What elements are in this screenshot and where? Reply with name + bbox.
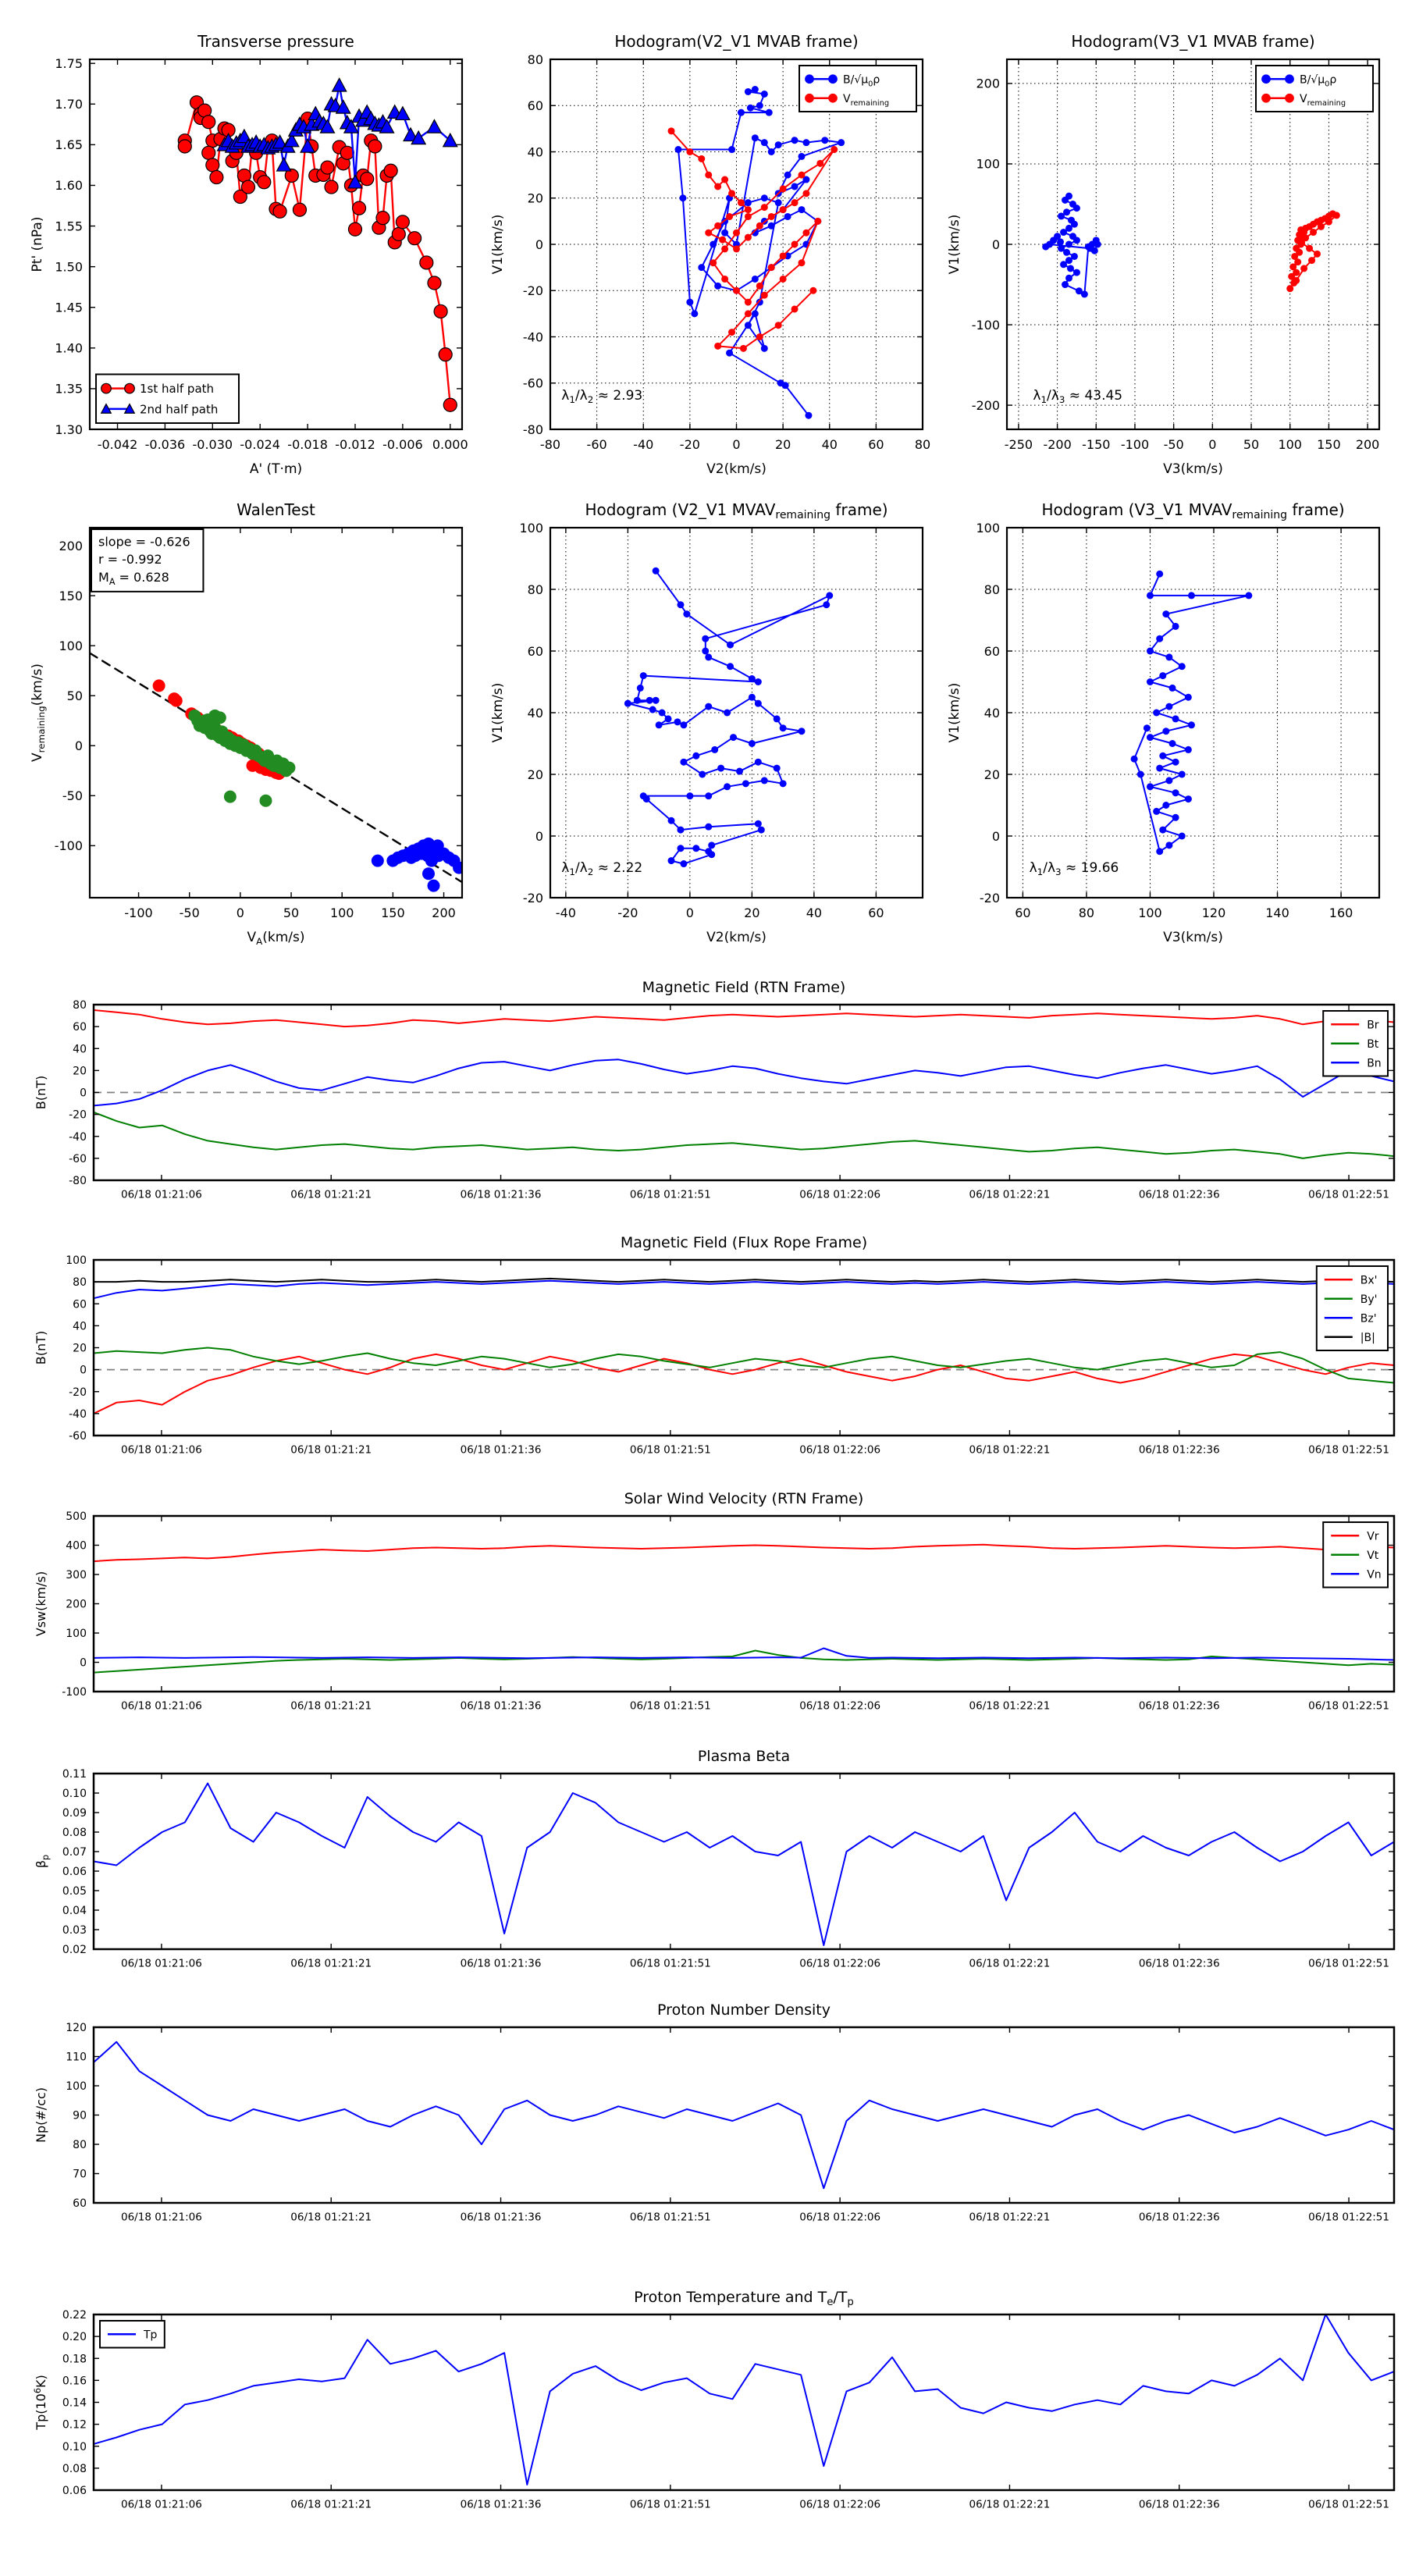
svg-text:Tp: Tp <box>144 2329 158 2342</box>
svg-text:-40: -40 <box>69 1130 87 1144</box>
svg-text:06/18 01:21:51: 06/18 01:21:51 <box>629 2498 711 2511</box>
plasma-beta-canvas <box>16 1739 1405 1993</box>
svg-text:06/18 01:22:06: 06/18 01:22:06 <box>799 2211 881 2224</box>
proton-temp-legend <box>100 2321 165 2348</box>
svg-text:80: 80 <box>914 437 931 452</box>
svg-text:V1(km/s): V1(km/s) <box>947 682 962 743</box>
svg-text:60: 60 <box>984 643 1000 659</box>
svg-text:06/18 01:21:21: 06/18 01:21:21 <box>290 2211 372 2224</box>
svg-text:06/18 01:21:06: 06/18 01:21:06 <box>121 1957 202 1970</box>
svg-text:20: 20 <box>774 437 791 452</box>
svg-text:1.50: 1.50 <box>55 259 83 275</box>
svg-text:40: 40 <box>527 144 543 160</box>
svg-text:-60: -60 <box>69 1152 87 1165</box>
svg-text:-50: -50 <box>179 906 200 920</box>
svg-text:80: 80 <box>527 52 543 67</box>
svg-text:1.75: 1.75 <box>55 55 83 71</box>
svg-text:06/18 01:22:36: 06/18 01:22:36 <box>1138 1443 1220 1457</box>
transverse-pressure-legend <box>96 375 239 424</box>
svg-text:1.40: 1.40 <box>55 340 83 356</box>
svg-text:40: 40 <box>806 906 823 920</box>
svg-text:80: 80 <box>527 582 543 597</box>
svg-text:Vremaining: $V_{remaining}$ <box>843 92 890 108</box>
svg-text:06/18 01:21:36: 06/18 01:21:36 <box>460 1443 542 1457</box>
svg-text:06/18 01:21:51: 06/18 01:21:51 <box>629 1699 711 1713</box>
svg-text:0.06: 0.06 <box>62 2485 87 2498</box>
svg-text:0.11: 0.11 <box>62 1768 87 1781</box>
svg-text:06/18 01:22:36: 06/18 01:22:36 <box>1138 1699 1220 1713</box>
hodogram-v3v1-mvav-annotation: $\lambda_1/\lambda_3 \approx 19.66$ <box>1029 859 1119 877</box>
svg-text:06/18 01:21:06: 06/18 01:21:06 <box>121 1443 202 1457</box>
svg-text:-200: -200 <box>971 397 1000 413</box>
panel-hodogram-v3v1-mvab <box>933 9 1393 500</box>
svg-text:V1(km/s): V1(km/s) <box>947 214 962 275</box>
svg-text:-0.012: -0.012 <box>335 437 375 452</box>
svg-text:06/18 01:21:51: 06/18 01:21:51 <box>629 1443 711 1457</box>
svg-text:-50: -50 <box>62 788 83 804</box>
svg-text:B(nT): B(nT) <box>34 1075 48 1110</box>
proton-density-canvas <box>16 1993 1405 2247</box>
hodogram-v2v1-mvab-legend <box>799 66 916 112</box>
hodogram-v3v1-mvav-canvas <box>933 478 1393 968</box>
svg-text:-0.006: -0.006 <box>382 437 423 452</box>
svg-text:1.30: 1.30 <box>55 422 83 437</box>
svg-text:90: 90 <box>73 2109 87 2122</box>
svg-text:06/18 01:22:21: 06/18 01:22:21 <box>969 1188 1051 1201</box>
svg-text:06/18 01:22:36: 06/18 01:22:36 <box>1138 2498 1220 2511</box>
svg-text:VA(km/s): $V_A(km/s)$ <box>247 930 305 947</box>
svg-text:0: 0 <box>80 1656 87 1670</box>
svg-text:|B|: |B| <box>1360 1331 1375 1344</box>
walen-test-textbox <box>91 529 203 592</box>
svg-text:100: 100 <box>976 156 1000 172</box>
svg-text:-100: -100 <box>62 1686 87 1699</box>
svg-text:-40: -40 <box>69 1407 87 1421</box>
svg-text:60: 60 <box>527 98 543 114</box>
svg-text:80: 80 <box>73 2139 87 2152</box>
svg-text:-20: -20 <box>69 1386 87 1399</box>
svg-text:06/18 01:21:06: 06/18 01:21:06 <box>121 2498 202 2511</box>
svg-text:-0.030: -0.030 <box>192 437 233 452</box>
hodogram-v2v1-mvab-title: Hodogram(V2_V1 MVAB frame) <box>614 32 859 51</box>
svg-text:100: 100 <box>66 1254 87 1268</box>
svg-text:V1(km/s): V1(km/s) <box>490 214 506 275</box>
svg-text:-100: -100 <box>971 317 1000 333</box>
svg-text:06/18 01:22:21: 06/18 01:22:21 <box>969 1443 1051 1457</box>
svg-text:200: 200 <box>976 76 1000 91</box>
panel-solar-wind-velocity <box>16 1482 1405 1735</box>
svg-text:-0.036: -0.036 <box>144 437 186 452</box>
svg-text:06/18 01:22:36: 06/18 01:22:36 <box>1138 1957 1220 1970</box>
svg-text:Tp(106K): $Tp(10^6K)$ <box>33 2375 48 2430</box>
svg-text:100: 100 <box>66 2080 87 2094</box>
svg-text:80: 80 <box>73 1276 87 1290</box>
svg-text:60: 60 <box>868 906 884 920</box>
svg-text:06/18 01:21:21: 06/18 01:21:21 <box>290 2498 372 2511</box>
svg-text:-0.018: -0.018 <box>287 437 328 452</box>
svg-text:0.06: 0.06 <box>62 1866 87 1879</box>
svg-text:100: 100 <box>519 520 543 535</box>
svg-text:100: 100 <box>329 906 354 920</box>
svg-text:0.03: 0.03 <box>62 1924 87 1937</box>
svg-text:50: 50 <box>1243 437 1260 452</box>
plasma-beta-title: Plasma Beta <box>697 1748 791 1765</box>
svg-text:100: 100 <box>1278 437 1302 452</box>
svg-text:0.08: 0.08 <box>62 2462 87 2475</box>
panel-walen-test <box>16 478 476 968</box>
hodogram-v2v1-mvav-annotation: $\lambda_1/\lambda_2 \approx 2.22$ <box>561 859 643 877</box>
svg-text:20: 20 <box>744 906 760 920</box>
mag-fluxrope-legend <box>1317 1266 1388 1350</box>
svg-text:60: 60 <box>1015 906 1031 920</box>
svg-text:500: 500 <box>66 1510 87 1524</box>
svg-text:160: 160 <box>1329 906 1353 920</box>
svg-text:06/18 01:22:51: 06/18 01:22:51 <box>1308 1443 1389 1457</box>
svg-text:20: 20 <box>73 1342 87 1355</box>
mag-rtn-canvas <box>16 970 1405 1224</box>
svg-text:06/18 01:22:51: 06/18 01:22:51 <box>1308 1188 1389 1201</box>
svg-text:-20: -20 <box>69 1108 87 1122</box>
svg-text:V2(km/s): V2(km/s) <box>706 461 767 477</box>
svg-text:A' (T·m): A' (T·m) <box>249 461 303 477</box>
walen-test-canvas <box>16 478 476 968</box>
svg-text:06/18 01:21:21: 06/18 01:21:21 <box>290 1957 372 1970</box>
svg-text:0.22: 0.22 <box>62 2309 87 2322</box>
svg-text:Vsw(km/s): Vsw(km/s) <box>34 1571 48 1637</box>
svg-text:-80: -80 <box>69 1175 87 1188</box>
svg-text:40: 40 <box>73 1320 87 1333</box>
svg-text:0.12: 0.12 <box>62 2418 87 2432</box>
svg-text:06/18 01:22:36: 06/18 01:22:36 <box>1138 2211 1220 2224</box>
svg-text:120: 120 <box>66 2022 87 2035</box>
panel-hodogram-v3v1-mvav <box>933 478 1393 968</box>
svg-text:60: 60 <box>527 643 543 659</box>
svg-text:-60: -60 <box>522 375 543 391</box>
svg-text:0: 0 <box>991 828 1000 844</box>
svg-text:0.05: 0.05 <box>62 1885 87 1898</box>
mag-rtn-legend <box>1323 1011 1388 1076</box>
svg-text:200: 200 <box>66 1598 87 1611</box>
svg-text:V2(km/s): V2(km/s) <box>706 930 767 945</box>
svg-text:20: 20 <box>527 767 543 782</box>
svg-text:-50: -50 <box>1163 437 1184 452</box>
svg-text:06/18 01:22:36: 06/18 01:22:36 <box>1138 1188 1220 1201</box>
svg-text:40: 40 <box>73 1043 87 1056</box>
svg-text:0.10: 0.10 <box>62 2440 87 2453</box>
svg-text:0.07: 0.07 <box>62 1846 87 1859</box>
svg-text:0.20: 0.20 <box>62 2331 87 2344</box>
hodogram-v3v1-mvab-legend <box>1256 66 1373 112</box>
svg-text:140: 140 <box>1265 906 1289 920</box>
svg-text:60: 60 <box>73 1298 87 1311</box>
svg-text:100: 100 <box>976 520 1000 535</box>
svg-text:Bx': Bx' <box>1360 1274 1378 1287</box>
svg-text:06/18 01:22:51: 06/18 01:22:51 <box>1308 2211 1389 2224</box>
svg-text:1.35: 1.35 <box>55 381 83 397</box>
hodogram-v3v1-mvav-title: Hodogram (V3_V1 $MVAV_{remaining}$ frame) <box>1041 500 1345 521</box>
svg-text:0.000: 0.000 <box>432 437 468 452</box>
svg-text:200: 200 <box>1355 437 1380 452</box>
svg-text:Np(#/cc): Np(#/cc) <box>34 2087 48 2143</box>
svg-text:-20: -20 <box>522 890 543 906</box>
svg-text:06/18 01:22:51: 06/18 01:22:51 <box>1308 2498 1389 2511</box>
svg-text:400: 400 <box>66 1539 87 1553</box>
svg-text:06/18 01:22:06: 06/18 01:22:06 <box>799 1443 881 1457</box>
svg-text:-20: -20 <box>617 906 638 920</box>
svg-text:0: 0 <box>80 1364 87 1377</box>
hodogram-v2v1-mvav-title: Hodogram (V2_V1 $MVAV_{remaining}$ frame) <box>585 500 888 521</box>
vel-rtn-canvas <box>16 1482 1405 1735</box>
svg-text:06/18 01:21:51: 06/18 01:21:51 <box>629 2211 711 2224</box>
hodogram-v3v1-mvab-title: Hodogram(V3_V1 MVAB frame) <box>1071 32 1315 51</box>
svg-text:06/18 01:22:21: 06/18 01:22:21 <box>969 2211 1051 2224</box>
hodogram-v2v1-mvab-canvas <box>476 9 937 500</box>
hodogram-v2v1-mvav-canvas <box>476 478 937 968</box>
svg-text:Br: Br <box>1367 1019 1379 1032</box>
svg-text:06/18 01:21:36: 06/18 01:21:36 <box>460 2498 542 2511</box>
svg-text:80: 80 <box>984 582 1000 597</box>
svg-text:Pt' (nPa): Pt' (nPa) <box>30 216 45 272</box>
svg-text:1.55: 1.55 <box>55 219 83 234</box>
svg-text:70: 70 <box>73 2168 87 2181</box>
svg-text:60: 60 <box>73 1021 87 1034</box>
svg-text:Vremaining: $V_{remaining}$ <box>1300 92 1346 108</box>
svg-text:0.10: 0.10 <box>62 1788 87 1801</box>
svg-text:MA = 0.628: $M_A = 0.628$ <box>98 569 169 587</box>
svg-text:V1(km/s): V1(km/s) <box>490 682 506 743</box>
svg-text:06/18 01:22:21: 06/18 01:22:21 <box>969 2498 1051 2511</box>
svg-text:300: 300 <box>66 1569 87 1582</box>
svg-text:-100: -100 <box>1120 437 1150 452</box>
svg-text:-250: -250 <box>1004 437 1033 452</box>
transverse-pressure-canvas <box>16 9 476 500</box>
svg-text:0.04: 0.04 <box>62 1905 87 1918</box>
svg-text:06/18 01:21:06: 06/18 01:21:06 <box>121 2211 202 2224</box>
panel-hodogram-v2v1-mvab <box>476 9 937 500</box>
svg-text:0: 0 <box>535 828 543 844</box>
svg-text:0: 0 <box>535 237 543 252</box>
svg-text:80: 80 <box>1078 906 1095 920</box>
svg-text:150: 150 <box>381 906 405 920</box>
svg-text:B/√μ0ρ: $B/√\mu_0\rho$ <box>843 73 880 89</box>
svg-text:-80: -80 <box>522 422 543 437</box>
svg-text:1st half path: 1st half path <box>140 382 215 397</box>
svg-text:06/18 01:21:06: 06/18 01:21:06 <box>121 1188 202 1201</box>
svg-text:V3(km/s): V3(km/s) <box>1163 461 1223 477</box>
svg-text:06/18 01:22:06: 06/18 01:22:06 <box>799 2498 881 2511</box>
walen-test-title: WalenTest <box>237 500 315 519</box>
svg-text:0: 0 <box>991 237 1000 252</box>
svg-text:40: 40 <box>821 437 838 452</box>
svg-text:βp: $\beta_p$ <box>34 1854 51 1869</box>
svg-text:20: 20 <box>984 767 1000 782</box>
svg-text:50: 50 <box>283 906 300 920</box>
svg-text:06/18 01:22:06: 06/18 01:22:06 <box>799 1957 881 1970</box>
panel-proton-density <box>16 1993 1405 2247</box>
svg-text:40: 40 <box>527 705 543 720</box>
svg-text:Bt: Bt <box>1367 1037 1379 1051</box>
mag-fluxrope-title: Magnetic Field (Flux Rope Frame) <box>620 1234 868 1251</box>
svg-text:06/18 01:22:21: 06/18 01:22:21 <box>969 1957 1051 1970</box>
vel-rtn-title: Solar Wind Velocity (RTN Frame) <box>624 1490 864 1507</box>
svg-text:80: 80 <box>73 999 87 1012</box>
svg-text:06/18 01:22:06: 06/18 01:22:06 <box>799 1188 881 1201</box>
svg-text:06/18 01:21:21: 06/18 01:21:21 <box>290 1443 372 1457</box>
svg-text:0: 0 <box>74 738 83 754</box>
svg-text:-80: -80 <box>539 437 561 452</box>
svg-text:0.09: 0.09 <box>62 1807 87 1820</box>
svg-text:06/18 01:22:21: 06/18 01:22:21 <box>969 1699 1051 1713</box>
svg-text:V3(km/s): V3(km/s) <box>1163 930 1223 945</box>
svg-text:200: 200 <box>59 538 83 553</box>
svg-text:-0.042: -0.042 <box>97 437 138 452</box>
svg-text:06/18 01:21:36: 06/18 01:21:36 <box>460 1957 542 1970</box>
panel-proton-temperature <box>16 2275 1405 2537</box>
svg-text:-40: -40 <box>633 437 654 452</box>
transverse-pressure-title: Transverse pressure <box>197 32 354 51</box>
proton-temp-title: Proton Temperature and $T_e/T_p$ <box>634 2289 854 2308</box>
svg-text:0: 0 <box>1208 437 1217 452</box>
hodogram-v2v1-mvab-annotation: $\lambda_1/\lambda_2 \approx 2.93$ <box>561 388 643 406</box>
svg-text:40: 40 <box>984 705 1000 720</box>
svg-text:200: 200 <box>432 906 456 920</box>
svg-text:Bz': Bz' <box>1360 1312 1377 1325</box>
svg-text:06/18 01:21:51: 06/18 01:21:51 <box>629 1957 711 1970</box>
svg-text:0.16: 0.16 <box>62 2375 87 2388</box>
svg-text:100: 100 <box>59 638 83 653</box>
svg-text:06/18 01:21:36: 06/18 01:21:36 <box>460 2211 542 2224</box>
svg-text:60: 60 <box>868 437 884 452</box>
svg-text:150: 150 <box>59 588 83 603</box>
svg-text:100: 100 <box>1138 906 1162 920</box>
svg-text:-150: -150 <box>1082 437 1111 452</box>
svg-text:110: 110 <box>66 2051 87 2064</box>
svg-text:-60: -60 <box>586 437 607 452</box>
svg-text:-200: -200 <box>1043 437 1072 452</box>
svg-text:0.08: 0.08 <box>62 1827 87 1840</box>
svg-text:0.18: 0.18 <box>62 2353 87 2366</box>
svg-text:1.60: 1.60 <box>55 178 83 194</box>
panel-plasma-beta <box>16 1739 1405 1993</box>
svg-text:Bn: Bn <box>1367 1057 1382 1070</box>
svg-text:0.14: 0.14 <box>62 2396 87 2410</box>
svg-text:2nd half path: 2nd half path <box>140 402 219 417</box>
svg-text:06/18 01:21:21: 06/18 01:21:21 <box>290 1699 372 1713</box>
svg-text:0.02: 0.02 <box>62 1944 87 1957</box>
svg-text:B/√μ0ρ: $B/√\mu_0\rho$ <box>1300 73 1337 89</box>
svg-text:0: 0 <box>236 906 244 920</box>
svg-text:20: 20 <box>527 190 543 206</box>
svg-text:20: 20 <box>73 1065 87 1078</box>
panel-magnetic-field-rtn <box>16 970 1405 1224</box>
hodogram-v3v1-mvab-canvas <box>933 9 1393 500</box>
svg-text:0: 0 <box>685 906 694 920</box>
svg-text:100: 100 <box>66 1628 87 1641</box>
svg-text:-40: -40 <box>555 906 576 920</box>
svg-text:-20: -20 <box>979 890 1000 906</box>
svg-text:slope = -0.626: slope = -0.626 <box>98 534 190 550</box>
svg-text:Vremaining(km/s): $V_{remaining}(km/s)$ <box>30 664 47 762</box>
panel-hodogram-v2v1-mvav <box>476 478 937 968</box>
svg-text:06/18 01:22:51: 06/18 01:22:51 <box>1308 1957 1389 1970</box>
svg-text:-60: -60 <box>69 1430 87 1443</box>
svg-text:-20: -20 <box>522 283 543 299</box>
svg-text:50: 50 <box>66 688 83 703</box>
svg-text:0: 0 <box>732 437 741 452</box>
proton-density-title: Proton Number Density <box>657 2001 831 2019</box>
svg-text:-100: -100 <box>54 838 83 854</box>
svg-text:Vn: Vn <box>1367 1568 1382 1582</box>
svg-text:60: 60 <box>73 2197 87 2211</box>
vel-rtn-legend <box>1323 1522 1388 1588</box>
svg-text:Vt: Vt <box>1367 1549 1379 1562</box>
svg-text:r = -0.992: r = -0.992 <box>98 552 162 568</box>
svg-text:By': By' <box>1360 1293 1378 1306</box>
svg-text:150: 150 <box>1317 437 1341 452</box>
svg-text:-0.024: -0.024 <box>240 437 280 452</box>
svg-text:06/18 01:21:51: 06/18 01:21:51 <box>629 1188 711 1201</box>
mag-fluxrope-canvas <box>16 1226 1405 1479</box>
svg-text:0: 0 <box>80 1087 87 1100</box>
svg-text:-20: -20 <box>679 437 700 452</box>
svg-text:1.70: 1.70 <box>55 97 83 112</box>
svg-text:06/18 01:21:36: 06/18 01:21:36 <box>460 1188 542 1201</box>
svg-text:06/18 01:21:06: 06/18 01:21:06 <box>121 1699 202 1713</box>
svg-text:06/18 01:22:51: 06/18 01:22:51 <box>1308 1699 1389 1713</box>
mag-rtn-title: Magnetic Field (RTN Frame) <box>642 979 846 996</box>
svg-text:-40: -40 <box>522 329 543 345</box>
panel-magnetic-field-fluxrope <box>16 1226 1405 1479</box>
svg-text:Vr: Vr <box>1367 1530 1379 1543</box>
svg-text:-100: -100 <box>124 906 153 920</box>
svg-text:B(nT): B(nT) <box>34 1330 48 1365</box>
svg-text:06/18 01:21:36: 06/18 01:21:36 <box>460 1699 542 1713</box>
panel-transverse-pressure <box>16 9 476 500</box>
svg-text:06/18 01:22:06: 06/18 01:22:06 <box>799 1699 881 1713</box>
proton-temp-canvas <box>16 2275 1405 2537</box>
svg-text:120: 120 <box>1201 906 1226 920</box>
svg-text:06/18 01:21:21: 06/18 01:21:21 <box>290 1188 372 1201</box>
svg-text:1.65: 1.65 <box>55 137 83 153</box>
svg-text:1.45: 1.45 <box>55 300 83 315</box>
hodogram-v3v1-mvab-annotation: $\lambda_1/\lambda_3 \approx 43.45$ <box>1033 388 1123 406</box>
